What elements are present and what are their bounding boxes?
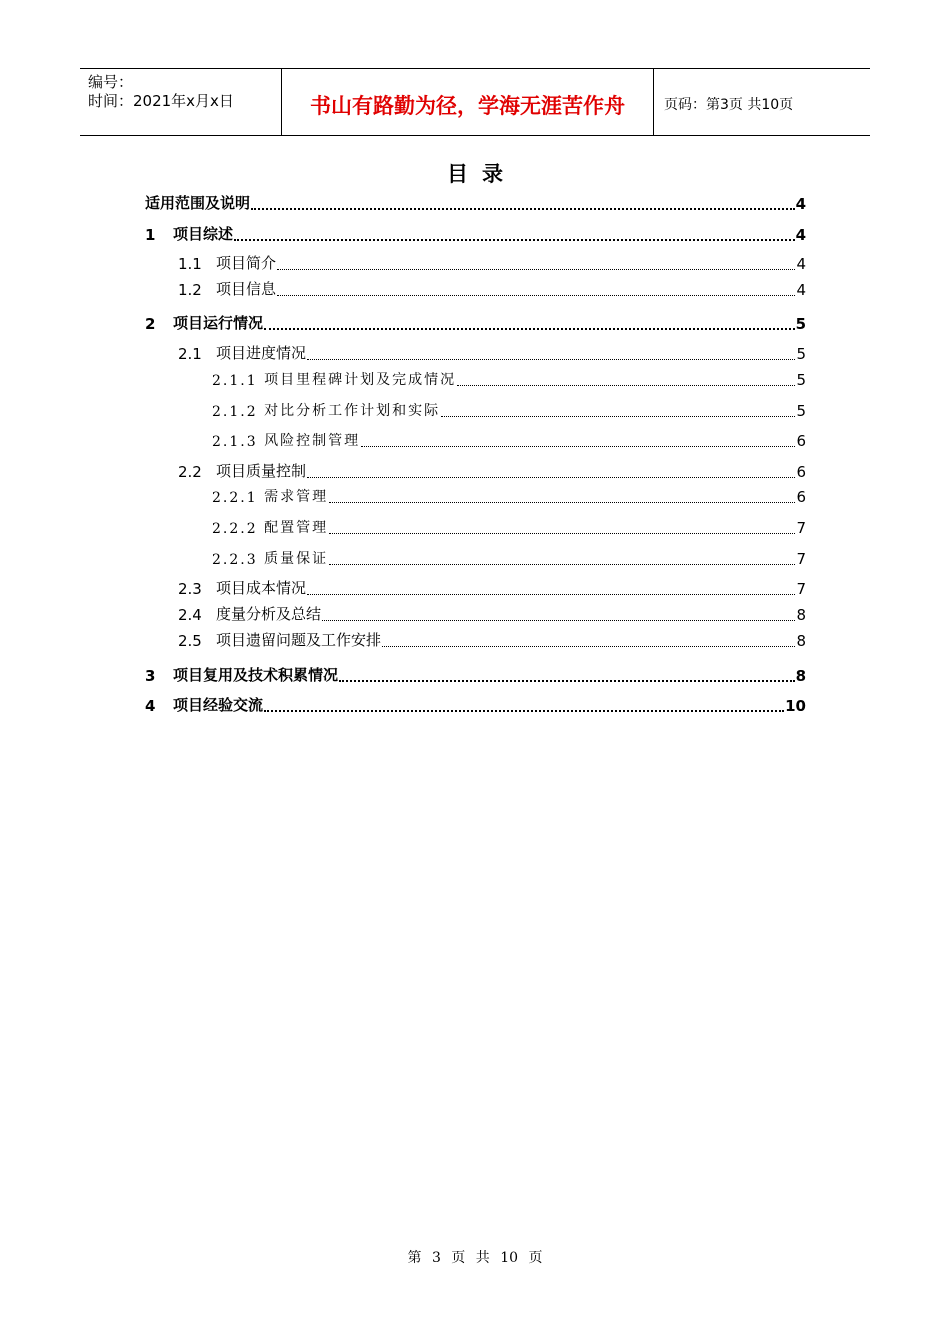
toc-entry-label: 项目成本情况 <box>216 579 307 597</box>
toc-entry-page: 10 <box>785 697 806 715</box>
toc-entry[interactable] <box>145 224 806 244</box>
toc-entry-page: 5 <box>795 315 806 333</box>
toc-entry[interactable] <box>178 461 806 481</box>
toc-entry-label: 项目运行情况 <box>173 314 264 332</box>
toc-entry-page: 5 <box>796 371 806 389</box>
toc-entry[interactable] <box>212 400 806 420</box>
toc-entry-label: 项目简介 <box>216 254 277 272</box>
toc-entry-number: 1.1 <box>178 255 202 273</box>
toc-entry-page: 6 <box>796 432 806 450</box>
toc-leader <box>307 477 795 478</box>
toc-entry-number: 2 <box>145 315 156 333</box>
toc-entry-label: 适用范围及说明 <box>145 194 251 212</box>
toc-entry-page: 8 <box>796 632 806 650</box>
toc-entry-page: 7 <box>796 519 806 537</box>
toc-entry-label: 风险控制管理 <box>264 433 361 449</box>
toc-entry-page: 7 <box>796 550 806 568</box>
toc-entry-page: 4 <box>795 195 806 213</box>
toc-leader <box>277 295 795 296</box>
toc-entry-label: 需求管理 <box>264 489 329 505</box>
toc-leader <box>382 646 795 647</box>
toc-leader <box>264 328 795 330</box>
toc-leader <box>251 208 795 210</box>
toc-entry-page: 8 <box>796 606 806 624</box>
toc-leader <box>361 446 795 447</box>
toc-entry[interactable] <box>178 578 806 598</box>
toc-entry[interactable] <box>212 369 806 389</box>
toc-title: 目录 <box>447 162 517 186</box>
toc-entry-number: 2.2.1 <box>212 490 258 506</box>
toc-leader <box>234 239 795 241</box>
toc-entry[interactable] <box>178 630 806 650</box>
toc-entry[interactable] <box>145 313 806 333</box>
toc-entry-page: 8 <box>795 667 806 685</box>
toc-entry-page: 5 <box>796 402 806 420</box>
toc-entry-label: 项目质量控制 <box>216 462 307 480</box>
toc-entry-number: 2.1.2 <box>212 404 258 420</box>
page-footer: 第 3 页 共 10 页 <box>407 1250 543 1266</box>
toc-leader <box>277 269 795 270</box>
header-meta <box>80 69 282 135</box>
toc-entry-number: 1.2 <box>178 281 202 299</box>
toc-leader <box>264 710 784 712</box>
toc-entry-number: 2.2.2 <box>212 521 258 537</box>
toc-entry-number: 2.1.3 <box>212 434 258 450</box>
toc-leader <box>339 680 795 682</box>
toc-entry-label: 项目遗留问题及工作安排 <box>216 631 382 649</box>
toc-entry-page: 6 <box>796 488 806 506</box>
toc-entry-label: 项目信息 <box>216 280 277 298</box>
toc-leader <box>441 416 795 417</box>
toc-entry-number: 1 <box>145 226 156 244</box>
toc-entry-label: 项目复用及技术积累情况 <box>173 666 339 684</box>
toc-entry-label: 项目经验交流 <box>173 696 264 714</box>
toc-leader <box>329 502 795 503</box>
toc-entry[interactable] <box>212 430 806 450</box>
header-page-info: 页码：第3页 共10页 <box>664 97 794 113</box>
toc-entry[interactable] <box>178 343 806 363</box>
toc-entry-label: 对比分析工作计划和实际 <box>264 403 441 419</box>
toc-entry-page: 4 <box>796 255 806 273</box>
header-slogan: 书山有路勤为径，学海无涯苦作舟 <box>282 69 654 135</box>
toc-entry[interactable] <box>212 548 806 568</box>
header-number: 编号： <box>88 73 134 91</box>
toc-entry-label: 项目综述 <box>173 225 234 243</box>
toc-entry[interactable] <box>178 253 806 273</box>
toc-leader <box>329 564 795 565</box>
toc-entry-label: 项目里程碑计划及完成情况 <box>264 372 457 388</box>
toc-entry[interactable] <box>145 695 806 715</box>
toc-entry-number: 4 <box>145 697 156 715</box>
toc-entry-page: 6 <box>796 463 806 481</box>
toc-leader <box>457 385 795 386</box>
toc-leader <box>307 594 795 595</box>
toc-entry[interactable] <box>178 604 806 624</box>
toc-entry-page: 4 <box>796 281 806 299</box>
toc-leader <box>307 359 795 360</box>
toc-entry-page: 4 <box>795 226 806 244</box>
toc-entry-number: 2.3 <box>178 580 202 598</box>
toc-entry-label: 质量保证 <box>264 551 329 567</box>
toc-entry-number: 3 <box>145 667 156 685</box>
toc-entry-label: 配置管理 <box>264 520 329 536</box>
toc-entry[interactable] <box>145 665 806 685</box>
toc-entry-number: 2.1.1 <box>212 373 258 389</box>
toc-entry[interactable] <box>212 517 806 537</box>
toc-entry-label: 项目进度情况 <box>216 344 307 362</box>
toc-entry[interactable] <box>178 279 806 299</box>
toc-entry-page: 7 <box>796 580 806 598</box>
page-header <box>80 68 870 136</box>
toc-leader <box>329 533 795 534</box>
toc-entry-number: 2.1 <box>178 345 202 363</box>
toc-entry-number: 2.2.3 <box>212 552 258 568</box>
toc-entry-label: 度量分析及总结 <box>216 605 322 623</box>
toc-entry-number: 2.5 <box>178 632 202 650</box>
toc-entry-number: 2.4 <box>178 606 202 624</box>
header-date: 时间：2021年x月x日 <box>88 92 234 110</box>
toc-entry-page: 5 <box>796 345 806 363</box>
toc-leader <box>322 620 795 621</box>
toc-entry[interactable] <box>145 193 806 213</box>
toc-entry[interactable] <box>212 486 806 506</box>
toc-entry-number: 2.2 <box>178 463 202 481</box>
